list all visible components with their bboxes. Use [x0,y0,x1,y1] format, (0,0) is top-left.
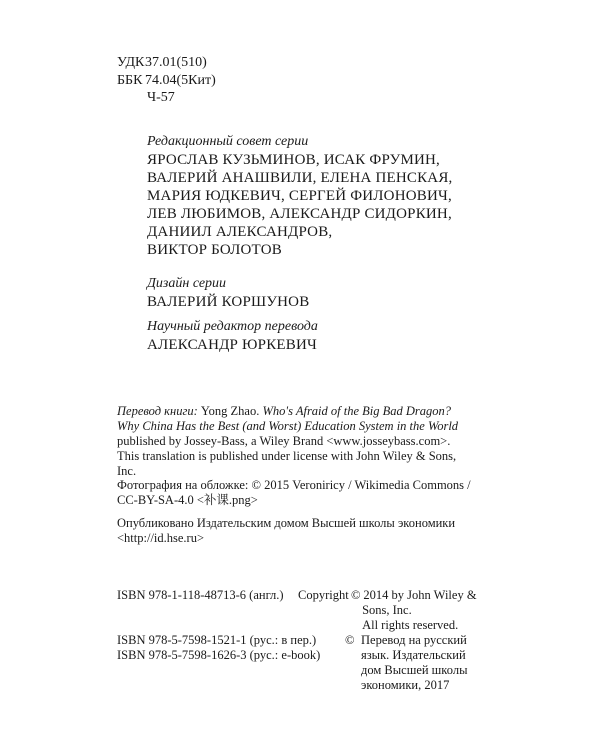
translation-copyright-line: дом Высшей школы [361,663,468,677]
translation-note-title-2: Why China Has the Best (and Worst) Education System in the World [117,419,459,433]
isbn-english: ISBN 978-1-118-48713-6 (англ.) [117,588,284,602]
translation-note-line-4: This translation is published under license with John Wiley & Sons, [117,449,457,463]
copyright-row [298,603,498,618]
translation-copyright-symbol: © [345,633,355,647]
translation-note-line-3: published by Jossey-Bass, a Wiley Brand <www.josseybass.com>. [117,434,451,448]
editorial-board-line: ДАНИИЛ АЛЕКСАНДРОВ, [147,224,333,240]
scientific-editor [147,318,318,354]
author-code: Ч-57 [147,90,175,105]
udk-value: 37.01(510) [145,55,207,70]
translation-note [117,404,497,479]
editorial-board-line: ВАЛЕРИЙ АНАШВИЛИ, ЕЛЕНА ПЕНСКАЯ, [147,170,453,186]
publisher-line-1: Опубликовано Издательским домом Высшей школы экономики [117,516,456,530]
copyright-line: 2014 by John Wiley & [363,588,477,602]
cover-photo-credit [117,478,497,508]
translation-note-label: Перевод книги: [117,404,198,418]
editorial-board-line: ЛЕВ ЛЮБИМОВ, АЛЕКСАНДР СИДОРКИН, [147,206,452,222]
cover-photo-line-2: CC-BY-SA-4.0 <补课.png> [117,493,258,507]
series-design-heading: Дизайн серии [147,276,227,291]
editorial-board-heading: Редакционный совет серии [147,134,309,149]
series-design-name: ВАЛЕРИЙ КОРШУНОВ [147,294,310,310]
copyright-line: All rights reserved. [362,618,459,632]
classification-block [117,54,216,90]
translation-note-line-2 [117,419,497,434]
editorial-board-line: МАРИЯ ЮДКЕВИЧ, СЕРГЕЙ ФИЛОНОВИЧ, [147,188,452,204]
copyright-symbol: © [350,588,361,602]
scientific-editor-name: АЛЕКСАНДР ЮРКЕВИЧ [147,337,317,353]
isbn-russian-ebook: ISBN 978-5-7598-1626-3 (рус.: e-book) [117,648,321,662]
translation-copyright-row [345,633,475,648]
bbk-value: 74.04(5Кит) [145,73,216,88]
copyright-line: Sons, Inc. [362,603,412,617]
editorial-board-line: ВИКТОР БОЛОТОВ [147,242,282,258]
translation-copyright-line: Перевод на русский [361,633,467,647]
copyright-row [298,618,498,633]
bbk-row [117,72,216,90]
bbk-label: ББК [117,73,143,88]
translation-copyright-line: язык. Издательский [361,648,466,662]
udk-label: УДК [117,55,145,70]
copyright-row [298,588,498,603]
editorial-board [147,133,453,259]
translation-copyright [345,633,475,693]
series-design [147,275,309,311]
isbn-russian-print: ISBN 978-5-7598-1521-1 (рус.: в пер.) [117,633,317,647]
scientific-editor-heading: Научный редактор перевода [147,319,318,334]
publisher-note [117,516,497,546]
copyright-block [298,588,498,633]
translation-note-line-1 [117,404,497,419]
translation-copyright-line: экономики, 2017 [361,678,450,692]
translation-note-author: Yong Zhao. [200,404,260,418]
translation-note-line-5: Inc. [117,464,137,478]
publisher-line-2: <http://id.hse.ru> [117,531,205,545]
editorial-board-line: ЯРОСЛАВ КУЗЬМИНОВ, ИСАК ФРУМИН, [147,152,441,168]
cover-photo-line-1: Фотография на обложке: © 2015 Veroniricy / Wikimedia Commons / [117,478,471,492]
copyright-label: Copyright [298,588,349,602]
udk-row [117,54,216,72]
translation-note-title-1: Who's Afraid of the Big Bad Dragon? [262,404,452,418]
